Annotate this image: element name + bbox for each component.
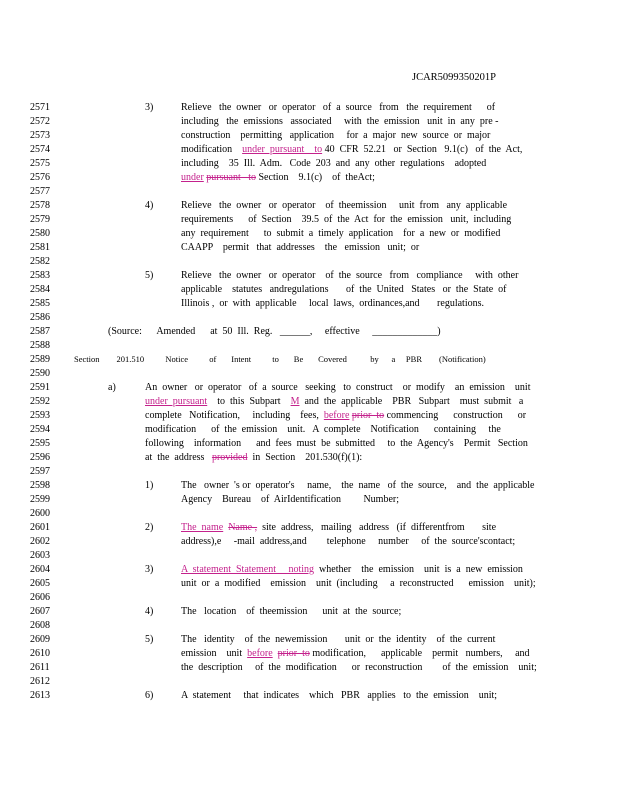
line-number: 2595 <box>30 438 50 449</box>
text-segment: Section 9.1(c) of theAct; <box>256 172 375 183</box>
line-number: 2608 <box>30 620 50 631</box>
text-segment: applicable statutes andregulations of the United States or the State of <box>181 284 507 295</box>
line-number: 2607 <box>30 606 50 617</box>
line-number: 2593 <box>30 410 50 421</box>
text-line <box>181 284 506 295</box>
text-line <box>181 564 523 575</box>
line-number: 2601 <box>30 522 50 533</box>
text-line <box>145 606 153 617</box>
line-number: 2613 <box>30 690 50 701</box>
text-segment: 4) <box>145 606 154 617</box>
line-number: 2596 <box>30 452 50 463</box>
deleted-text: prior to <box>351 410 385 421</box>
text-segment: The owner 's or operator's name, the name of the source, and the applicable <box>181 480 535 491</box>
text-segment: unit or a modified emission unit (including a reconstructed emission unit); <box>181 578 536 589</box>
text-segment: (Source: Amended at 50 Ill. Reg. ______, effective _____________) <box>108 326 441 337</box>
text-segment: 5) <box>145 634 154 645</box>
text-segment: Illinois , or with applicable local laws, ordinances,and regulations. <box>181 298 484 309</box>
text-line <box>181 606 401 617</box>
text-line <box>145 564 153 575</box>
text-segment: including 35 Ill. Adm. Code 203 and any other regulations adopted <box>181 158 487 169</box>
line-number: 2579 <box>30 214 50 225</box>
text-segment: at the address <box>145 452 212 463</box>
deleted-text: pursuant to <box>206 172 256 183</box>
line-number: 2603 <box>30 550 50 561</box>
text-segment: 2) <box>145 522 154 533</box>
text-line <box>145 452 362 463</box>
line-number: 2578 <box>30 200 50 211</box>
text-line <box>181 144 522 155</box>
line-number: 2588 <box>30 340 50 351</box>
text-segment: 4) <box>145 200 154 211</box>
inserted-text: before <box>247 648 273 659</box>
text-segment: whether the emission unit is a new emission <box>314 564 523 575</box>
text-line <box>181 522 496 533</box>
deleted-text: provided <box>211 452 248 463</box>
line-number: 2597 <box>30 466 50 477</box>
text-segment: modification of the emission unit. A complete Notification containing the <box>145 424 501 435</box>
text-line <box>181 578 536 589</box>
line-number: 2583 <box>30 270 50 281</box>
line-number: 2584 <box>30 284 50 295</box>
text-line <box>145 396 523 407</box>
text-line <box>181 690 497 701</box>
text-line <box>181 102 495 113</box>
line-number: 2585 <box>30 298 50 309</box>
text-line <box>181 200 507 211</box>
text-line <box>181 158 486 169</box>
line-number: 2589 <box>30 354 50 365</box>
text-line <box>145 270 153 281</box>
text-segment: address),e -mail address,and telephone number of the source'scontact; <box>181 536 516 547</box>
text-segment: in Section 201.530(f)(1): <box>247 452 363 463</box>
text-line <box>145 424 501 435</box>
inserted-text: The name <box>181 522 224 533</box>
text-segment: 40 CFR 52.21 or Section 9.1(c) of the Act, <box>322 144 523 155</box>
text-line <box>145 410 526 421</box>
text-line <box>145 634 153 645</box>
document-id-header: JCAR5099350201P <box>412 72 497 83</box>
text-segment: any requirement to submit a timely application for a new or modified <box>181 228 501 239</box>
text-segment: The identity of the newemission unit or the identity of the current <box>181 634 496 645</box>
text-segment: following information and fees must be submitted to the Agency's Permit Section <box>145 438 528 449</box>
line-number: 2605 <box>30 578 50 589</box>
text-segment: to this Subpart <box>207 396 291 407</box>
text-segment: CAAPP permit that addresses the emission unit; or <box>181 242 420 253</box>
text-segment: Relieve the owner or operator of a source from the requirement of <box>181 102 496 113</box>
text-line <box>145 690 153 701</box>
text-segment: 5) <box>145 270 154 281</box>
text-segment: A statement that indicates which PBR applies to the emission unit; <box>181 690 498 701</box>
line-number: 2586 <box>30 312 50 323</box>
text-segment: a) <box>108 382 116 393</box>
inserted-text: under <box>181 172 204 183</box>
line-number: 2606 <box>30 592 50 603</box>
line-number: 2574 <box>30 144 50 155</box>
line-number: 2591 <box>30 382 50 393</box>
line-number: 2610 <box>30 648 50 659</box>
text-line <box>74 354 486 365</box>
line-number: 2599 <box>30 494 50 505</box>
text-segment: commencing construction or <box>384 410 527 421</box>
text-segment: emission unit <box>181 648 248 659</box>
text-segment: The location of theemission unit at the source; <box>181 606 402 617</box>
line-number: 2576 <box>30 172 50 183</box>
text-segment: the description of the modification or reconstruction of the emission unit; <box>181 662 537 673</box>
text-segment: modification, applicable permit numbers, and <box>309 648 530 659</box>
line-number: 2604 <box>30 564 50 575</box>
text-line <box>145 102 153 113</box>
line-number: 2571 <box>30 102 50 113</box>
line-number: 2602 <box>30 536 50 547</box>
line-number: 2611 <box>30 662 50 673</box>
inserted-text: M <box>290 396 300 407</box>
text-line <box>181 242 419 253</box>
text-line <box>181 298 484 309</box>
deleted-text: Name , <box>228 522 258 533</box>
line-number: 2609 <box>30 634 50 645</box>
inserted-text: under pursuant to <box>242 144 323 155</box>
line-number: 2573 <box>30 130 50 141</box>
text-line <box>181 130 490 141</box>
text-line <box>181 214 511 225</box>
text-segment: 3) <box>145 102 154 113</box>
text-segment: Relieve the owner or operator of the source from compliance with other <box>181 270 519 281</box>
line-number: 2575 <box>30 158 50 169</box>
text-segment: construction permitting application for a major new source or major <box>181 130 491 141</box>
line-number: 2594 <box>30 424 50 435</box>
text-line <box>181 270 518 281</box>
deleted-text: prior to <box>277 648 310 659</box>
text-segment: An owner or operator of a source seeking to construct or modify an emission unit <box>145 382 531 393</box>
text-segment: 3) <box>145 564 154 575</box>
line-number: 2581 <box>30 242 50 253</box>
text-line <box>145 438 528 449</box>
text-line <box>181 536 515 547</box>
text-line <box>145 200 153 211</box>
text-line <box>181 494 399 505</box>
text-segment: Relieve the owner or operator of theemission unit from any applicable <box>181 200 508 211</box>
text-segment: requirements of Section 39.5 of the Act for the emission unit, including <box>181 214 512 225</box>
text-line <box>181 228 500 239</box>
text-segment: modification <box>181 144 243 155</box>
line-number: 2592 <box>30 396 50 407</box>
text-segment: and the applicable PBR Subpart must submit a <box>299 396 524 407</box>
text-line <box>145 522 153 533</box>
text-line <box>181 172 375 183</box>
line-number: 2600 <box>30 508 50 519</box>
text-segment: Agency Bureau of AirIdentification Number; <box>181 494 399 505</box>
line-number: 2587 <box>30 326 50 337</box>
text-segment: Section 201.510 Notice of Intent to Be Covered by a PBR (Notification) <box>74 354 486 364</box>
text-line <box>181 480 535 491</box>
line-number: 2572 <box>30 116 50 127</box>
line-number: 2577 <box>30 186 50 197</box>
text-segment: 1) <box>145 480 154 491</box>
line-number: 2580 <box>30 228 50 239</box>
text-line <box>108 326 441 337</box>
inserted-text: A statement Statement noting <box>181 564 315 575</box>
text-line <box>145 480 153 491</box>
text-line <box>181 634 495 645</box>
line-number: 2590 <box>30 368 50 379</box>
text-line <box>181 648 530 659</box>
text-segment: site address, mailing address (if differentfrom site <box>257 522 497 533</box>
text-segment: complete Notification, including fees, <box>145 410 324 421</box>
line-number: 2598 <box>30 480 50 491</box>
text-segment: including the emissions associated with the emission unit in any pre - <box>181 116 499 127</box>
text-line <box>181 662 537 673</box>
inserted-text: under pursuant <box>145 396 208 407</box>
line-number: 2612 <box>30 676 50 687</box>
text-segment: 6) <box>145 690 154 701</box>
text-line <box>108 382 116 393</box>
line-number: 2582 <box>30 256 50 267</box>
text-line <box>145 382 530 393</box>
text-line <box>181 116 498 127</box>
inserted-text: before <box>323 410 350 421</box>
